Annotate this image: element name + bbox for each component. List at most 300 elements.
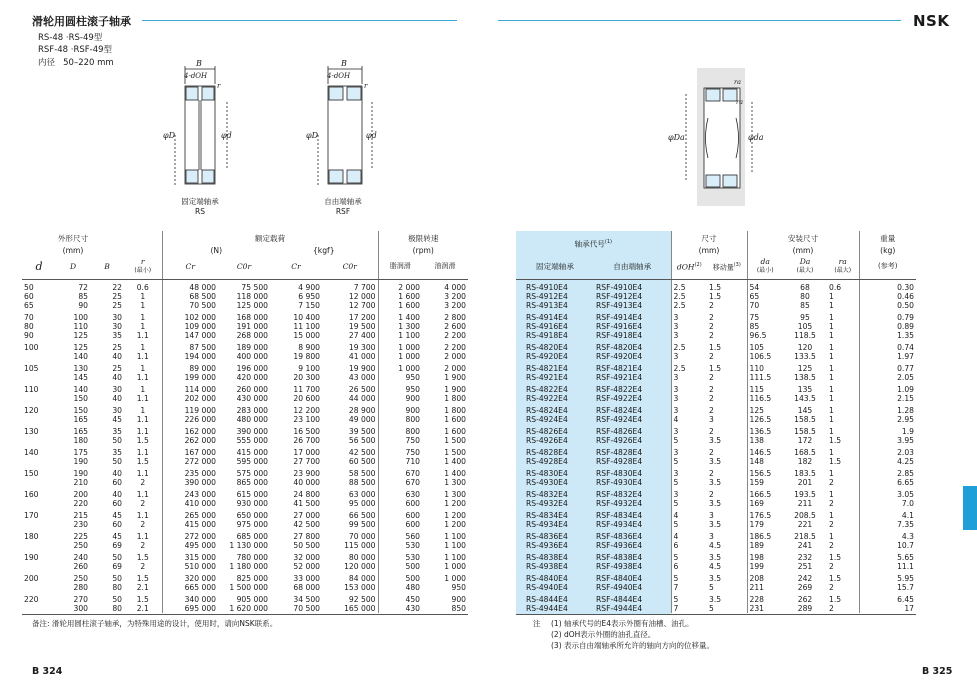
rsf-code: RSF	[335, 207, 351, 216]
rs-caption: 固定端轴承	[181, 197, 219, 206]
cell-doh: 2.5 2.5 2.5	[671, 279, 707, 310]
cell-Da: 208.5 221	[794, 510, 816, 529]
header-rule-right	[498, 20, 901, 21]
right-data-table	[516, 231, 916, 613]
cell-Da: 68 80 85	[800, 282, 810, 310]
header-speed: 极限转速	[378, 231, 468, 245]
cell-Cr: 265 000 415 000	[162, 508, 218, 529]
cell-Cr2: 24 800 41 500	[293, 489, 320, 508]
cell-w: 2.85 6.65	[859, 466, 916, 487]
cell-B: 40 60	[112, 468, 122, 487]
cell-ra: 1 1	[829, 405, 834, 424]
col-doh: dOH$^{(2)}$	[671, 255, 707, 279]
col-C0r-N: C0r	[218, 255, 270, 279]
cell-w: 1.28 2.95	[859, 403, 916, 424]
cell-r: 1 1.1	[136, 405, 149, 424]
cell-d: 105	[24, 363, 39, 373]
cell-w: 4.1 7.35	[859, 508, 916, 529]
table-row	[22, 529, 468, 550]
cell-mv: 1.5 2	[709, 342, 722, 361]
rsf-label-d: φd	[366, 131, 377, 140]
cell-Da: 168.5 182	[794, 447, 816, 466]
cell-mv: 3.5 4.5	[709, 552, 722, 571]
cell-Cr: 114 000 202 000	[162, 382, 218, 403]
cell-B: 22 25 25	[112, 282, 122, 310]
cell-Cr2: 12 200 23 100	[293, 405, 320, 424]
cell-C0r2: 80 000 120 000	[344, 552, 376, 571]
cell-da: 75 85 96.5	[747, 310, 783, 340]
cell-C0r: 825 000 1 500 000	[229, 573, 268, 592]
cell-r: RSF-4910E4 RSF-4912E4 RSF-4913E4	[596, 282, 643, 310]
table-row	[516, 466, 916, 487]
cell-Da: 135 143.5	[794, 384, 816, 403]
cell-D: 240 260	[73, 552, 88, 571]
cell-C0r: 780 000 1 180 000	[229, 552, 268, 571]
rs-bearing-diagram	[155, 58, 245, 198]
cell-Cr: 119 000 226 000	[162, 403, 218, 424]
cell-d: 140	[24, 447, 39, 457]
cell-Da: 232 251	[797, 552, 813, 571]
col-reference: (参考)	[859, 255, 916, 279]
cell-doh: 4 6	[671, 529, 707, 550]
cell-D: 72 85 90	[78, 282, 88, 310]
cell-o: 2 800 2 600 2 200	[444, 312, 466, 340]
cell-ra: 0.6 1 1	[829, 282, 842, 310]
cell-r: RSF-4834E4 RSF-4934E4	[596, 510, 643, 529]
cell-B: 45 60	[112, 510, 122, 529]
cell-ra: 1 1	[829, 384, 834, 403]
cell-ra: 1 2	[829, 468, 834, 487]
cell-f: RS-4820E4 RS-4920E4	[526, 342, 568, 361]
series-line-1: RS-48 ·RS-49型	[38, 33, 103, 43]
table-row	[22, 445, 468, 466]
right-table-bottom-rule	[516, 614, 916, 615]
cell-B: 25 40	[112, 363, 122, 382]
cell-B: 30 40	[112, 384, 122, 403]
cell-Da: 120 133.5	[794, 342, 816, 361]
cell-mv: 2 3.5	[709, 426, 722, 445]
table-row	[22, 508, 468, 529]
cell-da: 176.5 179	[747, 508, 783, 529]
rs-label-r: r	[217, 82, 221, 90]
cell-doh: 3 3 3	[671, 310, 707, 340]
cell-Cr2: 4 900 6 950 7 150	[298, 282, 320, 310]
cell-Cr: 243 000 410 000	[162, 487, 218, 508]
cell-B: 25 40	[112, 342, 122, 361]
cell-Da: 158.5 172	[794, 426, 816, 445]
cell-o: 1 400 1 300	[444, 468, 466, 487]
table-row	[516, 340, 916, 361]
header-unit-N: (N)	[162, 245, 270, 255]
table-row	[22, 571, 468, 592]
cell-f: RS-4840E4 RS-4940E4	[526, 573, 568, 592]
col-Cr-N: Cr	[162, 255, 218, 279]
cell-ra: 1 1.5	[829, 426, 842, 445]
cell-g: 500 480	[378, 571, 422, 592]
cell-Cr: 89 000 199 000	[162, 361, 218, 382]
cell-Da: 262 289	[797, 594, 813, 613]
col-fixed-end: 固定端轴承	[516, 255, 594, 279]
cell-doh: 3 4	[671, 403, 707, 424]
cell-Cr: 102 000 109 000 147 000	[162, 310, 218, 340]
table-row	[22, 550, 468, 571]
header-mounting: 安装尺寸	[747, 231, 859, 245]
col-free-end: 自由端轴承	[594, 255, 671, 279]
cell-ra: 1 1.5	[829, 447, 842, 466]
cell-da: 146.5 148	[747, 445, 783, 466]
cell-Da: 218.5 241	[794, 531, 816, 550]
header-unit-rpm: (rpm)	[378, 245, 468, 255]
cell-o: 1 100 1 000	[444, 552, 466, 571]
cell-w: 1.9 3.95	[859, 424, 916, 445]
cell-g: 1 000 950	[378, 361, 422, 382]
cell-o: 1 200 1 200	[444, 510, 466, 529]
cell-doh: 3 5	[671, 445, 707, 466]
cell-Cr: 340 000 695 000	[162, 592, 218, 613]
table-row	[516, 487, 916, 508]
cell-Cr2: 27 000 42 500	[293, 510, 320, 529]
cell-da: 125 126.5	[747, 403, 783, 424]
cell-r: 1 1 1.1	[136, 312, 149, 340]
rs-label-D: φD	[163, 131, 176, 140]
header-dimensions: 外形尺寸	[57, 233, 89, 243]
header-rule-left	[142, 20, 457, 21]
cell-mv: 3.5 5	[709, 573, 722, 592]
cell-Cr: 315 000 510 000	[162, 550, 218, 571]
cell-d: 50 60 65	[24, 282, 34, 310]
cell-C0r2: 26 500 44 000	[348, 384, 376, 403]
table-row	[22, 592, 468, 613]
cell-Da: 125 138.5	[794, 363, 816, 382]
cell-r: RSF-4830E4 RSF-4930E4	[596, 468, 643, 487]
cell-D: 175 190	[73, 447, 88, 466]
cell-C0r: 189 000 400 000	[236, 342, 268, 361]
cell-D: 140 150	[73, 384, 88, 403]
cell-D: 100 110 125	[73, 312, 88, 340]
cell-mv: 2 3	[709, 405, 714, 424]
cell-w: 0.77 2.05	[859, 361, 916, 382]
table-row	[516, 529, 916, 550]
table-row	[516, 279, 916, 310]
cell-D: 165 180	[73, 426, 88, 445]
header-weight-unit: (kg)	[859, 245, 916, 255]
cell-o: 1 000 950	[444, 573, 466, 592]
cell-g: 600 600	[378, 508, 422, 529]
cell-C0r2: 39 500 56 500	[348, 426, 376, 445]
table-row	[516, 445, 916, 466]
cell-r: RSF-4914E4 RSF-4916E4 RSF-4918E4	[596, 312, 643, 340]
cell-g: 1 000 1 000	[378, 340, 422, 361]
cell-B: 50 80	[112, 573, 122, 592]
header-weight: 重量	[859, 231, 916, 245]
section-tab-marker	[963, 486, 977, 530]
table-row	[516, 403, 916, 424]
mounting-diagram	[666, 68, 776, 208]
cell-w: 5.95 15.7	[859, 571, 916, 592]
cell-d: 100	[24, 342, 39, 352]
cell-C0r2: 28 900 49 000	[348, 405, 376, 424]
cell-w: 6.45 17	[859, 592, 916, 613]
table-row	[22, 403, 468, 424]
cell-D: 250 280	[73, 573, 88, 592]
cell-B: 35 50	[112, 447, 122, 466]
cell-r: RSF-4822E4 RSF-4922E4	[596, 384, 643, 403]
table-row	[516, 592, 916, 613]
cell-Cr2: 8 900 19 800	[293, 342, 320, 361]
cell-f: RS-4914E4 RS-4916E4 RS-4918E4	[526, 312, 568, 340]
cell-r: 1.1 2	[136, 468, 149, 487]
cell-o: 1 800 1 600	[444, 405, 466, 424]
cell-f: RS-4828E4 RS-4928E4	[526, 447, 568, 466]
cell-C0r: 905 000 1 620 000	[229, 594, 268, 613]
table-row	[22, 487, 468, 508]
cell-d: 160	[24, 489, 39, 499]
cell-r: RSF-4844E4 RSF-4944E4	[596, 594, 643, 613]
cell-mv: 2 3.5	[709, 468, 722, 487]
cell-ra: 1.5 2	[829, 594, 842, 613]
cell-D: 125 140	[73, 342, 88, 361]
cell-r: RSF-4826E4 RSF-4926E4	[596, 426, 643, 445]
cell-D: 215 230	[73, 510, 88, 529]
cell-doh: 2.5 3	[671, 340, 707, 361]
cell-f: RS-4838E4 RS-4938E4	[526, 552, 568, 571]
cell-g: 560 530	[378, 529, 422, 550]
header-dimensions-unit: (mm)	[62, 245, 84, 255]
cell-ra: 1 1 1	[829, 312, 834, 340]
cell-Da: 242 269	[797, 573, 813, 592]
cell-r: RSF-4832E4 RSF-4932E4	[596, 489, 643, 508]
cell-mv: 1.5 1.5 2	[709, 282, 722, 310]
col-B: B	[90, 255, 124, 279]
notes-heading: 注	[533, 619, 541, 628]
col-oil: 油润滑	[422, 255, 468, 279]
col-d: d	[22, 255, 56, 279]
cell-Cr: 162 000 262 000	[162, 424, 218, 445]
cell-d: 190	[24, 552, 39, 562]
left-data-table	[22, 231, 468, 613]
cell-da: 208 211	[747, 571, 783, 592]
cell-r: 1.1 2	[136, 531, 149, 550]
cell-Cr2: 34 500 70 500	[293, 594, 320, 613]
cell-r: 1 1.1	[136, 384, 149, 403]
cell-o: 1 900 1 800	[444, 384, 466, 403]
cell-Cr: 167 000 272 000	[162, 445, 218, 466]
cell-o: 1 300 1 200	[444, 489, 466, 508]
cell-g: 750 710	[378, 445, 422, 466]
cell-C0r2: 19 900 43 000	[348, 363, 376, 382]
cell-Cr: 320 000 665 000	[162, 571, 218, 592]
cell-B: 50 80	[112, 594, 122, 613]
cell-C0r: 168 000 191 000 268 000	[236, 312, 268, 340]
cell-ra: 1.5 2	[829, 573, 842, 592]
cell-o: 4 000 3 200 3 200	[444, 282, 466, 310]
cell-Cr2: 17 000 27 700	[293, 447, 320, 466]
cell-d: 120	[24, 405, 39, 415]
bore-range: 内径 50–220 mm	[38, 58, 114, 68]
cell-da: 198 199	[747, 550, 783, 571]
cell-mv: 2 2 2	[709, 312, 714, 340]
cell-Cr: 48 000 68 500 70 500	[162, 279, 218, 310]
cell-D: 130 145	[73, 363, 88, 382]
cell-C0r: 283 000 480 000	[236, 405, 268, 424]
cell-C0r2: 7 700 12 000 12 700	[348, 282, 376, 310]
rs-code: RS	[195, 207, 205, 216]
rs-label-B: B	[196, 59, 202, 68]
cell-g: 670 670	[378, 466, 422, 487]
cell-g: 2 000 1 600 1 600	[378, 279, 422, 310]
header-unit-kgf: {kgf}	[312, 245, 335, 255]
rsf-label-D: φD	[306, 131, 319, 140]
cell-Da: 193.5 211	[794, 489, 816, 508]
table-row	[516, 424, 916, 445]
mount-label-ra: ra	[736, 98, 743, 106]
mount-label-Da: φDa	[668, 133, 685, 142]
cell-w: 2.03 4.25	[859, 445, 916, 466]
cell-doh: 5 7	[671, 571, 707, 592]
rsf-label-r: r	[364, 82, 368, 90]
cell-mv: 3 4.5	[709, 531, 722, 550]
cell-C0r: 650 000 975 000	[236, 510, 268, 529]
cell-g: 630 600	[378, 487, 422, 508]
cell-g: 800 750	[378, 424, 422, 445]
cell-d: 150	[24, 468, 39, 478]
cell-doh: 3 5	[671, 487, 707, 508]
rsf-label-doh: 4-dOH	[327, 72, 351, 80]
cell-o: 1 600 1 500	[444, 426, 466, 445]
table-row	[22, 340, 468, 361]
cell-f: RS-4832E4 RS-4932E4	[526, 489, 568, 508]
cell-Da: 95 105 118.5	[794, 312, 816, 340]
cell-ra: 1.5 2	[829, 552, 842, 571]
cell-doh: 5 6	[671, 550, 707, 571]
cell-mv: 2 3.5	[709, 489, 722, 508]
cell-g: 1 400 1 300 1 100	[378, 310, 422, 340]
mount-label-ra-top: ra	[734, 78, 741, 86]
cell-C0r2: 58 500 88 500	[348, 468, 376, 487]
cell-mv: 3.5 5	[709, 594, 722, 613]
cell-D: 270 300	[73, 594, 88, 613]
cell-da: 156.5 159	[747, 466, 783, 487]
cell-f: RS-4830E4 RS-4930E4	[526, 468, 568, 487]
cell-D: 150 165	[73, 405, 88, 424]
cell-r: RSF-4821E4 RSF-4921E4	[596, 363, 643, 382]
cell-Cr: 87 500 194 000	[162, 340, 218, 361]
cell-f: RS-4910E4 RS-4912E4 RS-4913E4	[526, 282, 568, 310]
cell-r: 1.5 2.1	[136, 594, 149, 613]
cell-o: 1 100 1 100	[444, 531, 466, 550]
cell-r: RSF-4820E4 RSF-4920E4	[596, 342, 643, 361]
cell-D: 225 250	[73, 531, 88, 550]
cell-Cr2: 10 400 11 100 15 000	[293, 312, 320, 340]
cell-f: RS-4844E4 RS-4944E4	[526, 594, 568, 613]
cell-w: 0.30 0.46 0.50	[859, 279, 916, 310]
cell-mv: 3 3.5	[709, 510, 722, 529]
cell-d: 220	[24, 594, 39, 604]
table-row	[22, 382, 468, 403]
cell-w: 5.65 11.1	[859, 550, 916, 571]
cell-Cr: 235 000 390 000	[162, 466, 218, 487]
note-2: (2) dOH表示外圈的油孔直径。	[551, 630, 656, 639]
brand-logo: NSK	[913, 12, 950, 30]
cell-C0r2: 17 200 19 500 27 400	[348, 312, 376, 340]
cell-r: 1.1 1.5	[136, 447, 149, 466]
cell-C0r2: 63 000 95 000	[348, 489, 376, 508]
rs-label-doh: 4-dOH	[184, 72, 208, 80]
cell-g: 530 500	[378, 550, 422, 571]
cell-C0r: 75 500 118 000 125 000	[236, 282, 268, 310]
cell-w: 0.74 1.97	[859, 340, 916, 361]
page-title: 滑轮用圆柱滚子轴承	[32, 15, 131, 28]
cell-B: 50 69	[112, 552, 122, 571]
cell-r: 1 1.1	[136, 363, 149, 382]
cell-d: 70 80 90	[24, 312, 34, 340]
cell-d: 110	[24, 384, 39, 394]
cell-da: 110 111.5	[747, 361, 783, 382]
table-row	[516, 508, 916, 529]
cell-w: 0.79 0.89 1.35	[859, 310, 916, 340]
cell-C0r2: 19 300 41 000	[348, 342, 376, 361]
table-row	[516, 361, 916, 382]
cell-doh: 3 5	[671, 424, 707, 445]
cell-C0r: 615 000 930 000	[236, 489, 268, 508]
cell-d: 130	[24, 426, 39, 436]
cell-Cr2: 16 500 26 700	[293, 426, 320, 445]
cell-ra: 1 2	[829, 510, 834, 529]
cell-o: 900 850	[451, 594, 466, 613]
cell-r: RSF-4840E4 RSF-4940E4	[596, 573, 643, 592]
table-row	[516, 550, 916, 571]
cell-Da: 183.5 201	[794, 468, 816, 487]
cell-o: 2 200 2 000	[444, 342, 466, 361]
table-row	[516, 310, 916, 340]
cell-d: 180	[24, 531, 39, 541]
cell-da: 228 231	[747, 592, 783, 613]
rs-label-d: φd	[221, 131, 232, 140]
cell-mv: 2 2	[709, 384, 714, 403]
cell-g: 900 800	[378, 403, 422, 424]
note-3: (3) 表示自由端轴承所允许的轴向方向的位移量。	[551, 641, 715, 650]
cell-C0r: 575 000 865 000	[236, 468, 268, 487]
cell-o: 2 000 1 900	[444, 363, 466, 382]
cell-r: 1 1.1	[136, 342, 149, 361]
cell-B: 30 30 35	[112, 312, 122, 340]
cell-r: 1.5 2	[136, 552, 149, 571]
left-table-bottom-rule	[22, 614, 468, 615]
cell-r: RSF-4824E4 RSF-4924E4	[596, 405, 643, 424]
col-da: da (最小)	[747, 255, 783, 279]
header-load-rating: 额定载荷	[162, 231, 378, 245]
cell-C0r: 415 000 595 000	[236, 447, 268, 466]
cell-Cr2: 23 900 40 000	[293, 468, 320, 487]
table-row	[22, 466, 468, 487]
header-size-unit: (mm)	[671, 245, 747, 255]
cell-g: 950 900	[378, 382, 422, 403]
cell-r: RSF-4828E4 RSF-4928E4	[596, 447, 643, 466]
cell-Cr: 272 000 495 000	[162, 529, 218, 550]
cell-w: 4.3 10.7	[859, 529, 916, 550]
page-number-right: B 325	[922, 666, 953, 677]
cell-mv: 2 3.5	[709, 447, 722, 466]
cell-Cr2: 33 000 68 000	[293, 573, 320, 592]
cell-ra: 1 2	[829, 489, 834, 508]
cell-f: RS-4826E4 RS-4926E4	[526, 426, 568, 445]
cell-D: 190 210	[73, 468, 88, 487]
table-row	[516, 382, 916, 403]
cell-C0r2: 70 000 115 000	[344, 531, 376, 550]
table-row	[22, 361, 468, 382]
cell-C0r2: 66 500 99 500	[348, 510, 376, 529]
cell-f: RS-4822E4 RS-4922E4	[526, 384, 568, 403]
